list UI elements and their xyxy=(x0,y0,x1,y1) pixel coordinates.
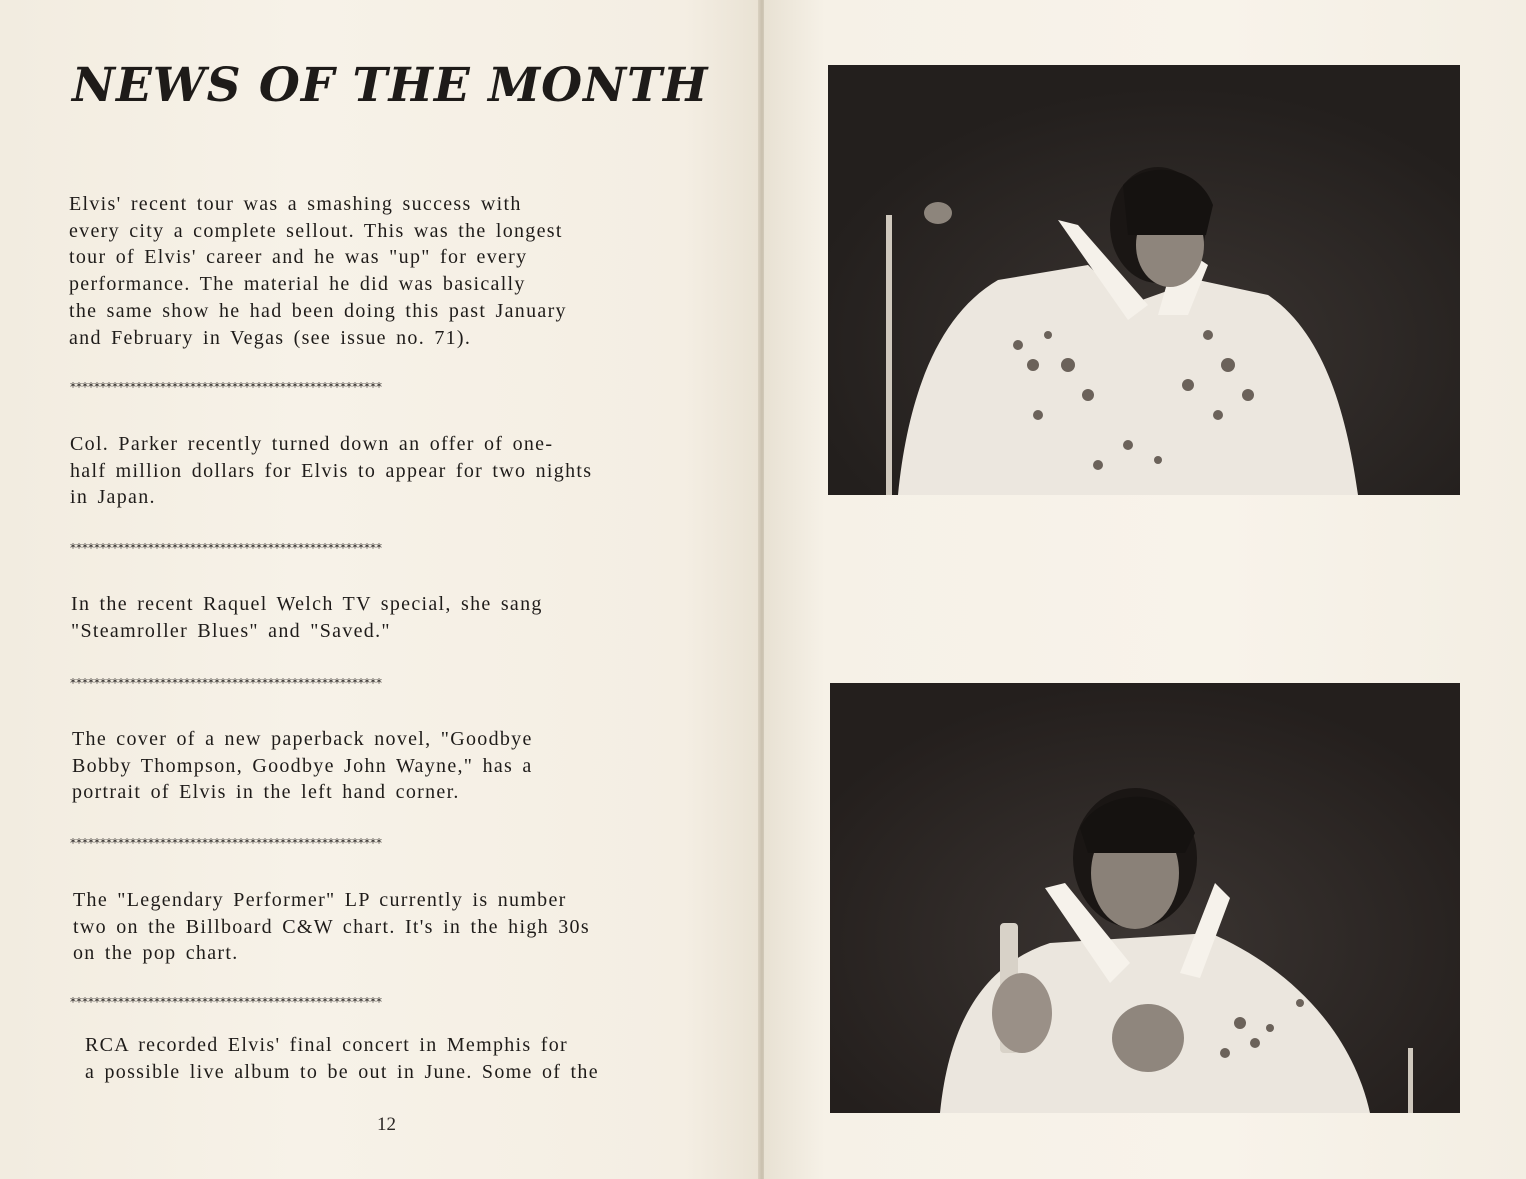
asterisk-separator: **************************************************** xyxy=(70,380,382,394)
text-line: tour of Elvis' career and he was "up" for every xyxy=(69,246,528,269)
text-line: half million dollars for Elvis to appear for two nights xyxy=(70,459,593,482)
left-page xyxy=(0,0,760,1179)
news-item-japan-offer xyxy=(70,431,592,511)
news-item-legendary-performer xyxy=(73,887,590,967)
text-line: on the pop chart. xyxy=(73,942,239,965)
page-number: 12 xyxy=(377,1114,396,1135)
photo-image xyxy=(828,65,1460,495)
text-line: "Steamroller Blues" and "Saved." xyxy=(71,619,391,642)
asterisk-separator: **************************************************** xyxy=(70,541,382,555)
text-line: in Japan. xyxy=(70,486,156,509)
text-line: every city a complete sellout. This was the longest xyxy=(69,219,563,242)
right-page xyxy=(764,0,1526,1179)
asterisk-separator: **************************************************** xyxy=(70,676,382,690)
news-item-tour xyxy=(69,191,567,351)
text-line: Col. Parker recently turned down an offer of one- xyxy=(70,433,554,455)
text-line: the same show he had been doing this past January xyxy=(69,299,567,322)
text-line: In the recent Raquel Welch TV special, she sang xyxy=(71,593,543,615)
news-item-raquel-welch xyxy=(71,591,543,644)
text-line: RCA recorded Elvis' final concert in Memphis for xyxy=(85,1034,569,1056)
text-line: and February in Vegas (see issue no. 71). xyxy=(69,326,472,349)
text-line: Elvis' recent tour was a smashing success with xyxy=(69,193,522,215)
text-line: portrait of Elvis in the left hand corner. xyxy=(72,781,460,804)
asterisk-separator: **************************************************** xyxy=(70,836,382,850)
concert-photo-top xyxy=(828,65,1460,495)
asterisk-separator: **************************************************** xyxy=(70,995,382,1009)
text-line: Bobby Thompson, Goodbye John Wayne," has a xyxy=(72,754,533,777)
photo-image xyxy=(830,683,1460,1113)
text-line: a possible live album to be out in June. Some of the xyxy=(85,1060,599,1083)
text-line: The cover of a new paperback novel, "Goodbye xyxy=(72,728,533,750)
headline: NEWS OF THE MONTH xyxy=(72,58,709,113)
text-line: two on the Billboard C&W chart. It's in the high 30s xyxy=(73,915,590,938)
text-line: performance. The material he did was basically xyxy=(69,273,526,296)
news-item-paperback-novel xyxy=(72,726,533,806)
text-line: The "Legendary Performer" LP currently is number xyxy=(73,889,567,911)
news-item-rca-recording xyxy=(85,1032,599,1085)
concert-photo-bottom xyxy=(830,683,1460,1113)
